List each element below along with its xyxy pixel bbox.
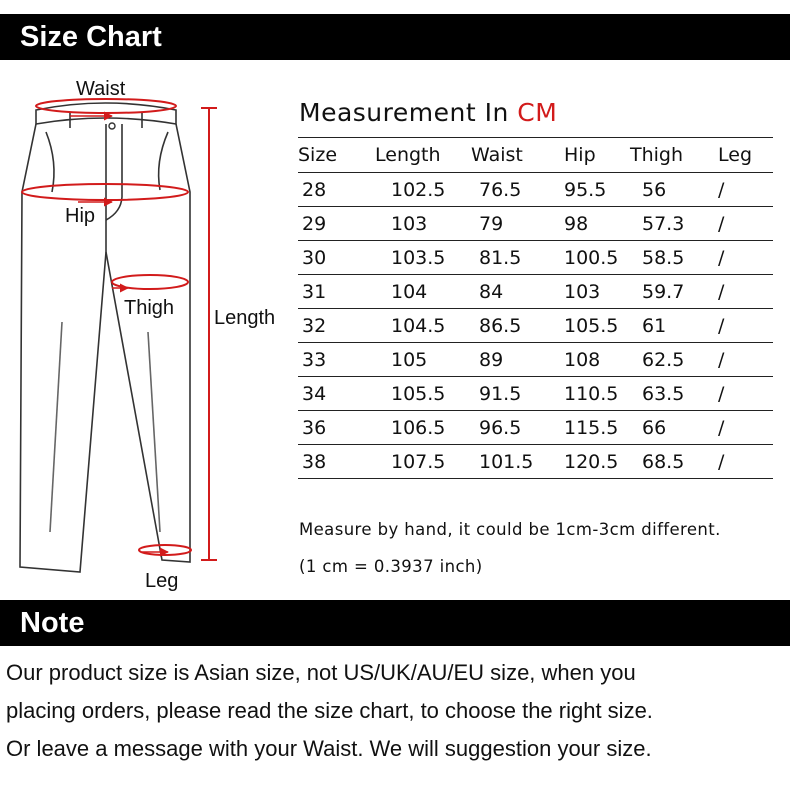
table-cell: 96.5 [471, 411, 564, 445]
table-cell: 61 [630, 309, 718, 343]
table-cell: 95.5 [564, 173, 630, 207]
table-cell: 57.3 [630, 207, 718, 241]
table-cell: / [718, 207, 773, 241]
cm-to-inch-note: (1 cm = 0.3937 inch) [299, 557, 483, 576]
measure-by-hand-note: Measure by hand, it could be 1cm-3cm different. [299, 520, 721, 539]
table-cell: 101.5 [471, 445, 564, 479]
table-row [298, 207, 773, 241]
note-line: Or leave a message with your Waist. We will suggestion your size. [6, 736, 652, 761]
table-cell: / [718, 275, 773, 309]
table-cell: 58.5 [630, 241, 718, 275]
waist-label: Waist [76, 78, 126, 100]
table-cell: 115.5 [564, 411, 630, 445]
table-row [298, 173, 773, 207]
column-header: Leg [718, 138, 773, 173]
leg-measure-ellipse [139, 545, 191, 555]
measurement-unit: CM [517, 98, 558, 127]
table-cell: / [718, 377, 773, 411]
column-header: Length [375, 138, 471, 173]
table-cell: 36 [298, 411, 375, 445]
table-cell: 98 [564, 207, 630, 241]
table-cell: 91.5 [471, 377, 564, 411]
table-cell: 79 [471, 207, 564, 241]
table-cell: 105.5 [564, 309, 630, 343]
table-cell: / [718, 241, 773, 275]
hip-label: Hip [65, 205, 96, 227]
size-chart-title: Size Chart [20, 21, 162, 53]
pants-outline-icon [20, 103, 190, 572]
table-cell: 76.5 [471, 173, 564, 207]
table-cell: 66 [630, 411, 718, 445]
table-cell: 38 [298, 445, 375, 479]
table-cell: 106.5 [375, 411, 471, 445]
column-header: Waist [471, 138, 564, 173]
table-row [298, 411, 773, 445]
table-header-row [298, 138, 773, 173]
note-header [0, 600, 790, 646]
column-header: Hip [564, 138, 630, 173]
table-cell: 56 [630, 173, 718, 207]
table-cell: 68.5 [630, 445, 718, 479]
table-cell: 59.7 [630, 275, 718, 309]
table-cell: 105.5 [375, 377, 471, 411]
pants-measurement-diagram [0, 62, 295, 597]
table-row [298, 445, 773, 479]
leg-label: Leg [145, 570, 179, 592]
table-cell: 103 [564, 275, 630, 309]
length-measure-line [201, 108, 217, 560]
note-title: Note [20, 607, 85, 639]
table-cell: 62.5 [630, 343, 718, 377]
table-cell: 29 [298, 207, 375, 241]
column-header: Size [298, 138, 375, 173]
table-cell: 100.5 [564, 241, 630, 275]
table-cell: 31 [298, 275, 375, 309]
hip-measure-ellipse [22, 184, 188, 200]
table-row [298, 309, 773, 343]
size-table [298, 137, 773, 479]
table-cell: 81.5 [471, 241, 564, 275]
thigh-measure-ellipse [112, 275, 188, 289]
table-cell: 84 [471, 275, 564, 309]
length-label: Length [214, 307, 276, 329]
measurement-title-prefix: Measurement In [299, 98, 518, 127]
table-cell: 33 [298, 343, 375, 377]
table-cell: 103.5 [375, 241, 471, 275]
table-cell: 32 [298, 309, 375, 343]
table-row [298, 241, 773, 275]
table-cell: / [718, 173, 773, 207]
table-cell: 104 [375, 275, 471, 309]
table-row [298, 343, 773, 377]
table-cell: 103 [375, 207, 471, 241]
table-cell: / [718, 309, 773, 343]
table-cell: 34 [298, 377, 375, 411]
size-chart-header [0, 14, 790, 60]
table-cell: 104.5 [375, 309, 471, 343]
table-cell: 107.5 [375, 445, 471, 479]
column-header: Thigh [630, 138, 718, 173]
table-cell: 63.5 [630, 377, 718, 411]
table-cell: / [718, 343, 773, 377]
table-cell: 86.5 [471, 309, 564, 343]
table-cell: 120.5 [564, 445, 630, 479]
table-cell: 30 [298, 241, 375, 275]
table-cell: 28 [298, 173, 375, 207]
table-cell: 105 [375, 343, 471, 377]
table-cell: 102.5 [375, 173, 471, 207]
table-cell: 89 [471, 343, 564, 377]
table-cell: 108 [564, 343, 630, 377]
table-cell: / [718, 411, 773, 445]
measurement-title [299, 98, 557, 127]
table-cell: / [718, 445, 773, 479]
table-cell: 110.5 [564, 377, 630, 411]
note-line: placing orders, please read the size chart, to choose the right size. [6, 698, 653, 723]
note-line: Our product size is Asian size, not US/UK/AU/EU size, when you [6, 660, 636, 685]
table-row [298, 275, 773, 309]
thigh-label: Thigh [124, 297, 175, 319]
table-row [298, 377, 773, 411]
